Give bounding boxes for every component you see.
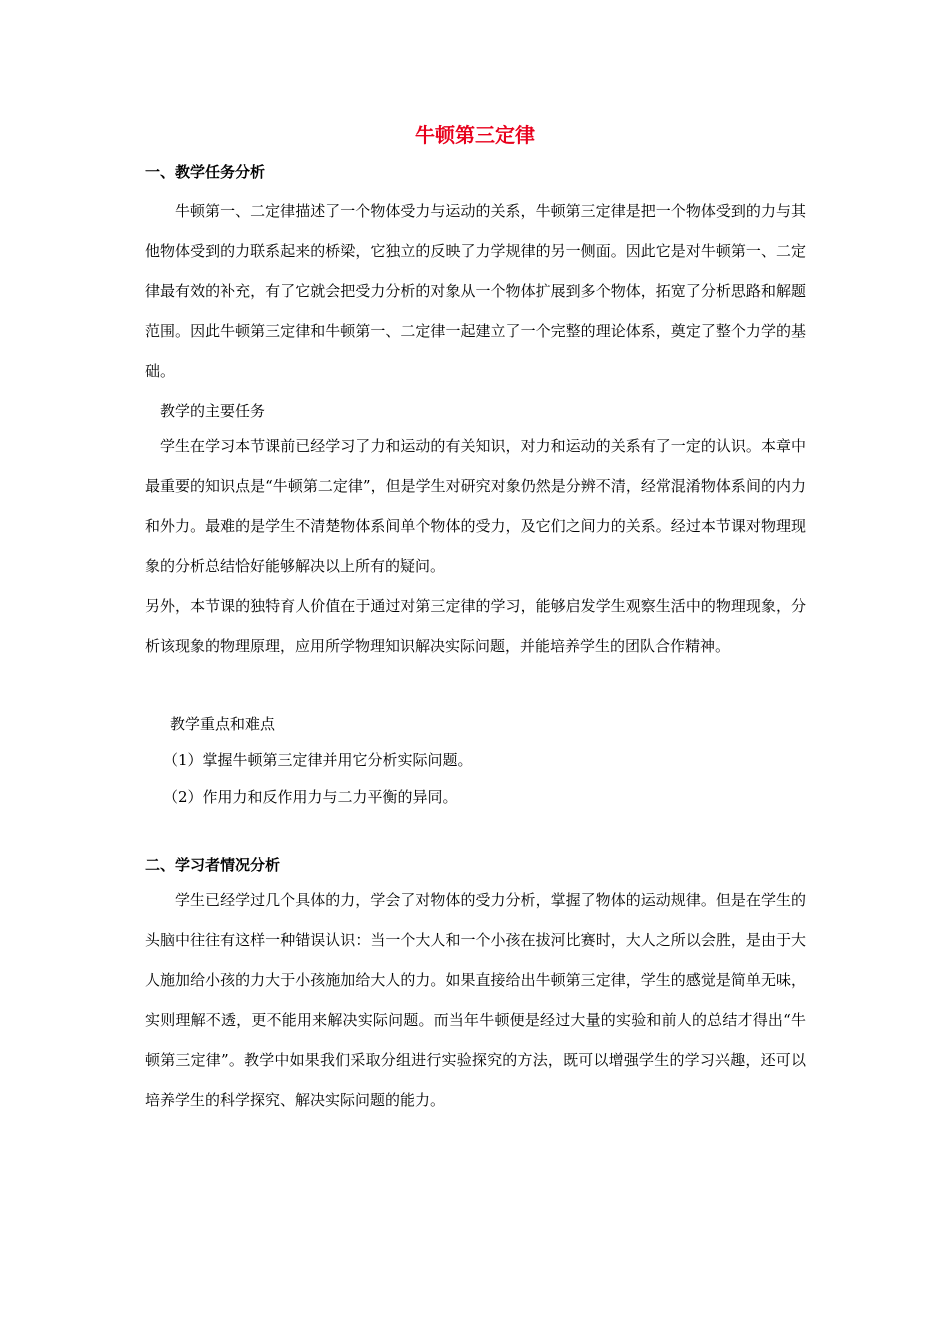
section-heading-task-analysis: 一、教学任务分析: [145, 163, 266, 181]
paragraph-educational-value: 另外，本节课的独特育人价值在于通过对第三定律的学习，能够启发学生观察生活中的物理现象，分析该现象的物理原理，应用所学物理知识解决实际问题，并能培养学生的团队合作精神。: [145, 597, 806, 655]
key-point-2: （2）作用力和反作用力与二力平衡的异同。: [163, 788, 458, 806]
subheading-main-tasks: 教学的主要任务: [160, 402, 266, 420]
page-title: 牛顿第三定律: [415, 123, 535, 147]
section-heading-learner-analysis: 二、学习者情况分析: [145, 856, 281, 874]
paragraph-main-tasks: 学生在学习本节课前已经学习了力和运动的有关知识，对力和运动的关系有了一定的认识。本章中最重要的知识点是“牛顿第二定律”，但是学生对研究对象仍然是分辨不清，经常混淆物体系间的内力和外力。最难的是学生不清楚物体系间单个物体的受力，及它们之间力的关系。经过本节课对物理现象的分析总结恰好能够解决以上所有的疑问。: [145, 437, 806, 575]
subheading-key-points: 教学重点和难点: [170, 715, 276, 733]
key-point-1: （1）掌握牛顿第三定律并用它分析实际问题。: [163, 751, 473, 769]
paragraph-task-analysis: 牛顿第一、二定律描述了一个物体受力与运动的关系，牛顿第三定律是把一个物体受到的力与其他物体受到的力联系起来的桥梁，它独立的反映了力学规律的另一侧面。因此它是对牛顿第一、二定律最有效的补充，有了它就会把受力分析的对象从一个物体扩展到多个物体，拓宽了分析思路和解题范围。因此牛顿第三定律和牛顿第一、二定律一起建立了一个完整的理论体系，奠定了整个力学的基础。: [145, 202, 806, 380]
paragraph-learner-analysis: 学生已经学过几个具体的力，学会了对物体的受力分析，掌握了物体的运动规律。但是在学生的头脑中往往有这样一种错误认识：当一个大人和一个小孩在拔河比赛时，大人之所以会胜，是由于大人施加给小孩的力大于小孩施加给大人的力。如果直接给出牛顿第三定律，学生的感觉是简单无味，实则理解不透，更不能用来解决实际问题。而当年牛顿便是经过大量的实验和前人的总结才得出“牛顿第三定律”。教学中如果我们采取分组进行实验探究的方法，既可以增强学生的学习兴趣，还可以培养学生的科学探究、解决实际问题的能力。: [145, 891, 806, 1109]
